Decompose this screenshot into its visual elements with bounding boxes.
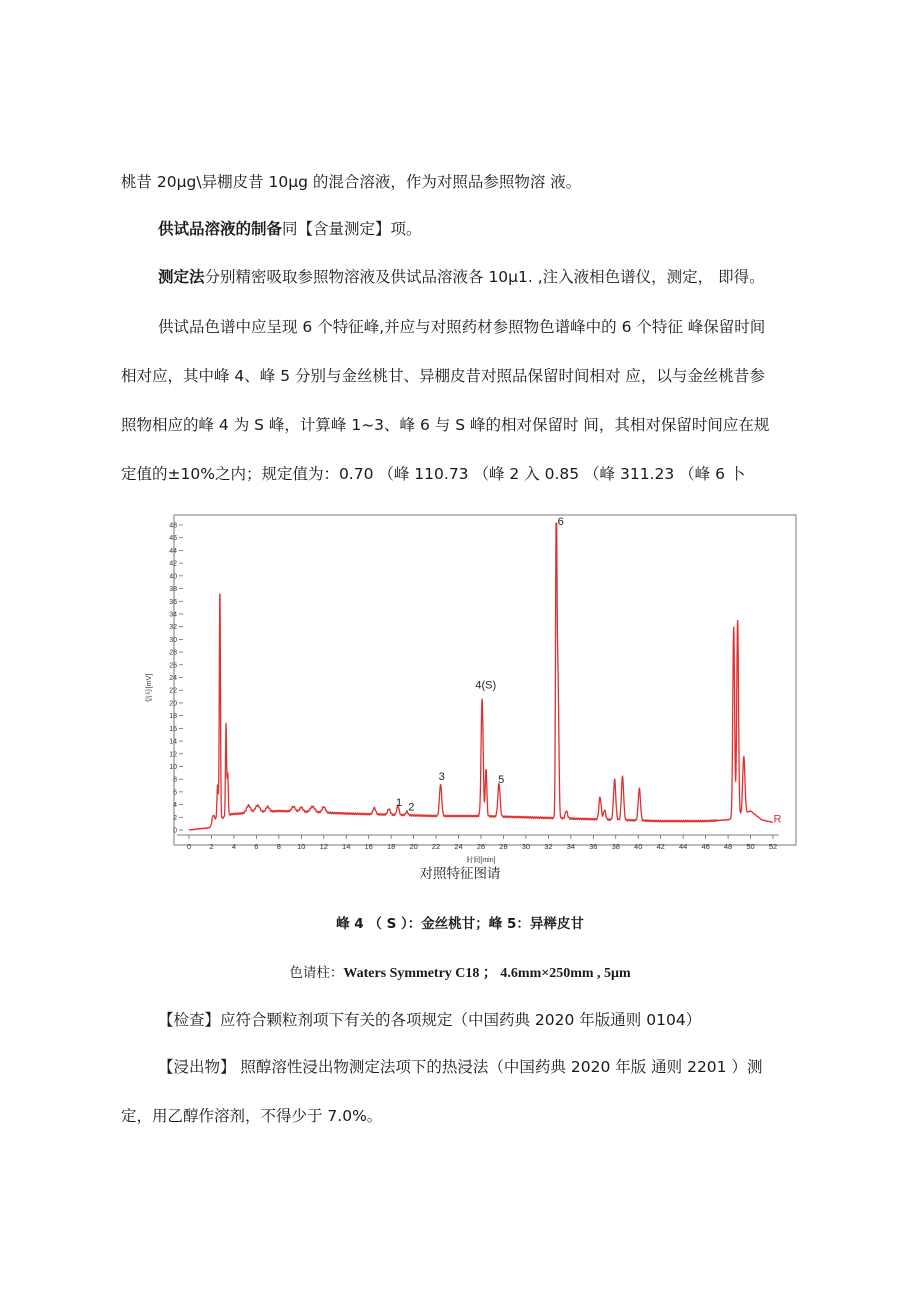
peak-label: R xyxy=(773,813,782,826)
y-tick-label: 20 xyxy=(169,700,177,708)
x-tick-label: 2 xyxy=(209,842,214,851)
text-test-solution: 同【含量测定】项。 xyxy=(282,220,422,238)
peak-label: 3 xyxy=(438,770,445,783)
x-tick-label: 24 xyxy=(454,842,463,851)
x-tick-label: 52 xyxy=(768,842,778,851)
paragraph-requirement-line-4: 定值的±10%之内；规定值为：0.70 （峰 110.73 （峰 2 入 0.85 （峰 311.23 （峰 6 卜 xyxy=(121,465,746,483)
heading-method: 测定法 xyxy=(158,268,205,286)
paragraph-requirement-line-1: 供试品色谱中应呈现 6 个特征峰,并应与对照药材参照物色谱峰中的 6 个特征 峰保留时间 xyxy=(158,318,766,336)
x-tick-label: 28 xyxy=(499,842,508,851)
x-tick-label: 8 xyxy=(276,842,281,851)
y-tick-label: 40 xyxy=(169,573,177,581)
paragraph-extract-line-1: 【浸出物】 照醇溶性浸出物测定法项下的热浸法（中国药典 2020 年版 通则 2201 ）测 xyxy=(158,1058,763,1076)
y-tick-label: 6 xyxy=(173,789,177,797)
y-tick-label: 34 xyxy=(169,611,177,619)
y-tick-label: 36 xyxy=(169,598,177,606)
paragraph-requirement-line-2: 相对应，其中峰 4、峰 5 分别与金丝桃甘、异棚皮昔对照品保留时间相对 应，以与金丝桃昔参 xyxy=(121,367,765,385)
paragraph-test-solution xyxy=(158,219,858,239)
y-tick-label: 22 xyxy=(169,687,177,695)
x-tick-label: 30 xyxy=(521,842,531,851)
x-tick-label: 36 xyxy=(589,842,598,851)
y-tick-label: 42 xyxy=(169,560,177,568)
x-tick-label: 18 xyxy=(386,842,396,851)
x-tick-label: 32 xyxy=(544,842,553,851)
x-tick-label: 38 xyxy=(611,842,620,851)
x-tick-label: 16 xyxy=(364,842,373,851)
y-tick-label: 14 xyxy=(169,738,177,746)
peak-label: 2 xyxy=(408,801,415,814)
y-tick-label: 32 xyxy=(169,624,177,632)
peak-note: 峰 4 （ S ）：金丝桃甘；峰 5：异榉皮甘 xyxy=(336,916,584,932)
x-tick-label: 34 xyxy=(566,842,576,851)
x-tick-label: 46 xyxy=(701,842,710,851)
y-tick-label: 18 xyxy=(169,713,177,721)
y-tick-label: 46 xyxy=(169,535,177,543)
x-tick-label: 22 xyxy=(431,842,441,851)
x-tick-label: 12 xyxy=(319,842,328,851)
x-tick-label: 4 xyxy=(231,842,237,851)
x-tick-label: 44 xyxy=(678,842,688,851)
y-tick-label: 24 xyxy=(169,675,177,682)
x-tick-label: 26 xyxy=(476,842,486,851)
x-tick-label: 6 xyxy=(254,842,259,851)
y-tick-label: 44 xyxy=(169,547,177,555)
peak-label: 6 xyxy=(557,516,564,528)
peak-label: 5 xyxy=(498,773,505,786)
peak-label: 4(S) xyxy=(475,679,497,692)
column-note xyxy=(0,964,920,983)
peak-label: 1 xyxy=(395,796,403,809)
paragraph-requirement-line-3: 照物相应的峰 4 为 S 峰，计算峰 1~3、峰 6 与 S 峰的相对保留时 间，其相对保留时间应在规 xyxy=(121,416,770,434)
paragraph-method xyxy=(158,267,858,287)
figure-caption: 对照特征图请 xyxy=(419,866,501,882)
x-tick-label: 14 xyxy=(342,842,351,851)
y-tick-label: 30 xyxy=(169,636,177,644)
x-tick-label: 42 xyxy=(656,842,665,851)
x-tick-label: 20 xyxy=(409,842,418,851)
x-tick-label: 48 xyxy=(723,842,733,851)
y-tick-label: 28 xyxy=(169,649,177,657)
chromatogram-trace xyxy=(189,523,773,830)
y-tick-label: 12 xyxy=(169,751,177,759)
chromatogram-chart xyxy=(140,510,808,865)
x-tick-label: 10 xyxy=(297,842,306,851)
x-tick-label: 40 xyxy=(634,842,643,851)
heading-test-solution: 供试品溶液的制备 xyxy=(158,220,283,238)
y-tick-label: 0 xyxy=(173,827,177,835)
y-tick-label: 48 xyxy=(169,522,177,530)
paragraph-reference-solution-end: 桃昔 20μg\异棚皮昔 10μg 的混合溶液，作为对照品参照物溶 液。 xyxy=(121,173,582,191)
x-tick-label: 50 xyxy=(746,842,755,851)
paragraph-extract-line-2: 定，用乙醇作溶剂，不得少于 7.0%。 xyxy=(121,1107,383,1125)
y-axis-label: 信号[mV] xyxy=(146,673,153,703)
paragraph-inspection: 【检查】应符合颗粒剂项下有关的各项规定（中国药典 2020 年版通则 0104） xyxy=(158,1011,702,1029)
x-tick-label: 0 xyxy=(186,842,192,851)
y-tick-label: 16 xyxy=(169,725,177,733)
y-tick-label: 4 xyxy=(173,802,177,810)
y-tick-label: 26 xyxy=(169,662,177,670)
y-tick-label: 10 xyxy=(169,763,177,771)
text-method: 分别精密吸取参照物溶液及供试品溶液各 10μ1. ,注入液相色谱仪，测定， 即得。 xyxy=(204,268,765,286)
x-axis-label: 时间[min] xyxy=(466,857,496,864)
y-tick-label: 8 xyxy=(173,776,177,784)
y-tick-label: 2 xyxy=(173,814,177,822)
y-tick-label: 38 xyxy=(169,586,177,594)
column-spec: Waters Symmetry C18 ； 4.6mm×250mm , 5μm xyxy=(343,966,631,981)
column-prefix: 色请柱： xyxy=(289,965,344,981)
